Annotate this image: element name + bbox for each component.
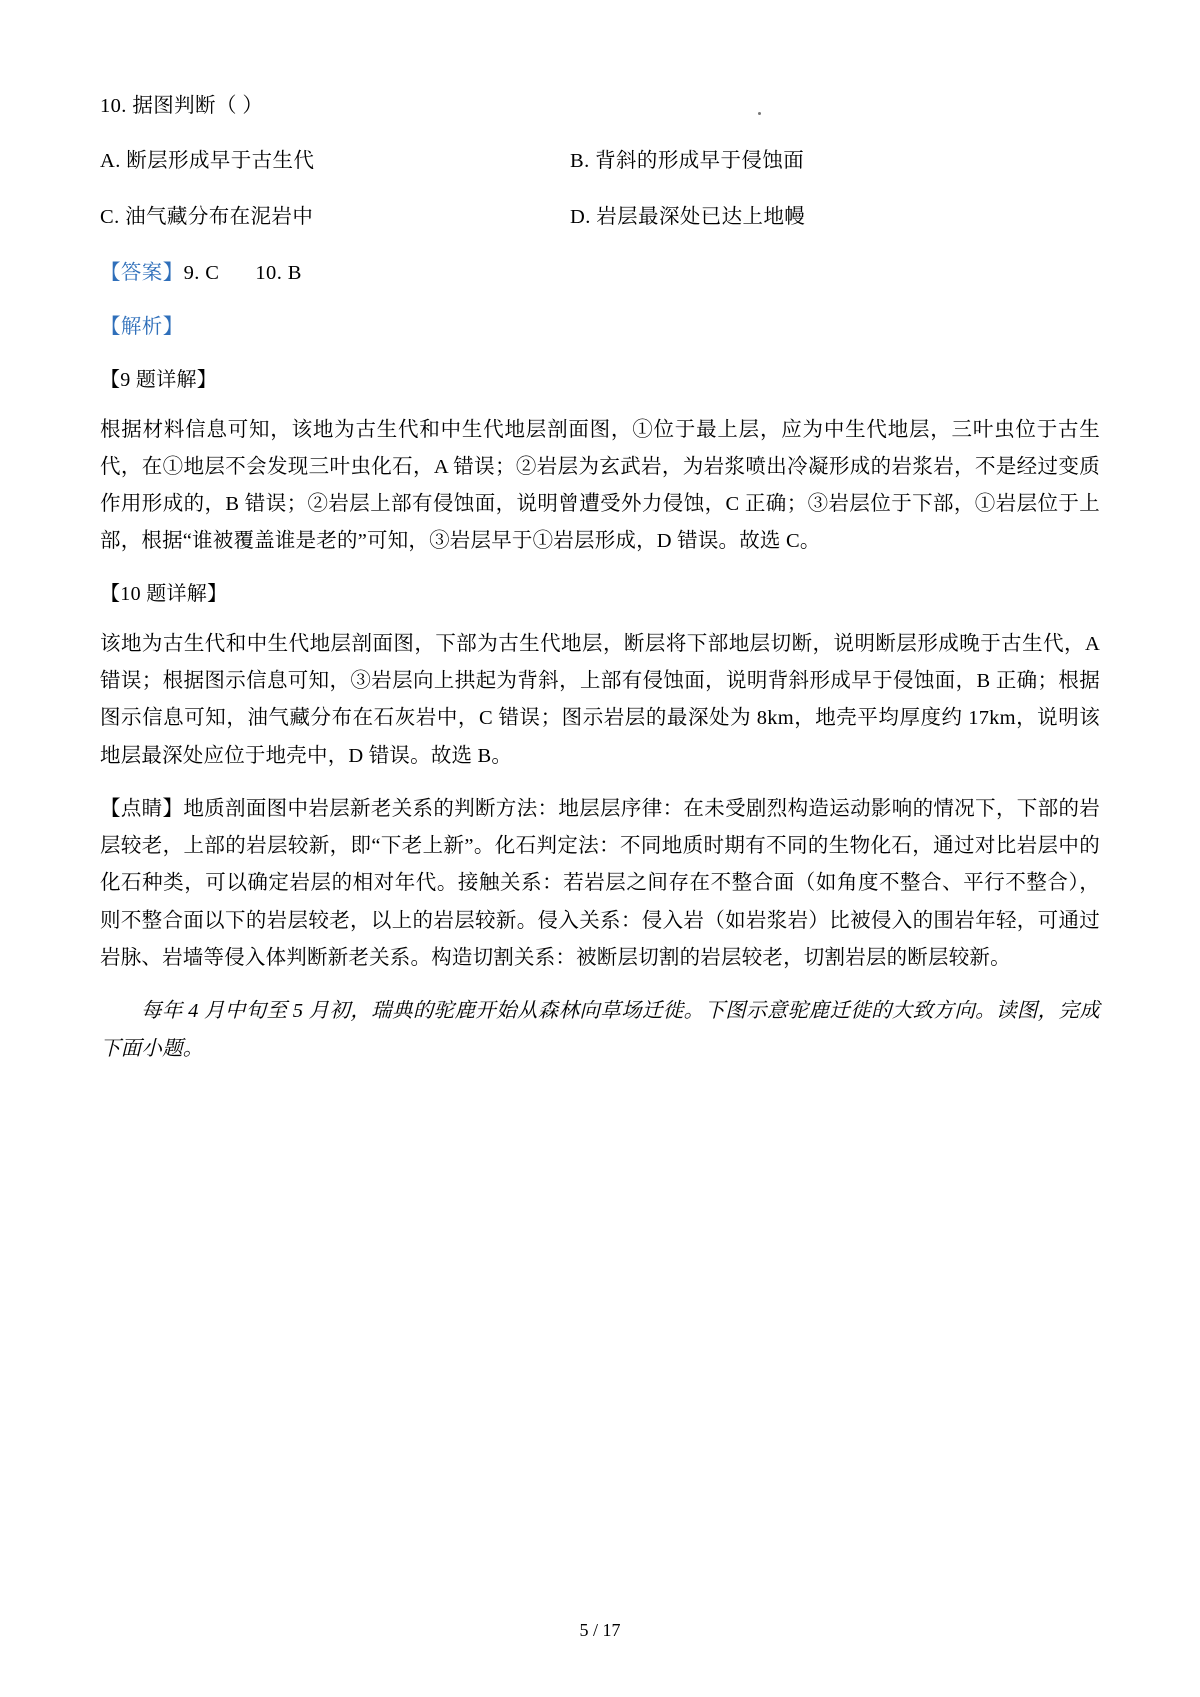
analysis-label: 【解析】 [100, 315, 184, 338]
answer-line [100, 255, 1100, 285]
detail-9-body: 根据材料信息可知，该地为古生代和中生代地层剖面图，①位于最上层，应为中生代地层，三叶虫位于古生代，在①地层不会发现三叶虫化石，A 错误；②岩层为玄武岩，为岩浆喷出冷凝形成的岩浆岩，不是经过变质作用形成的，B 错误；②岩层上部有侵蚀面，说明曾遭受外力侵蚀，C 正确；③岩层位于下部，①岩层位于上部，根据“谁被覆盖谁是老的”可知，③岩层早于①岩层形成，D 错误。故选 C。 [100, 418, 1100, 553]
stray-dot-mark [758, 112, 761, 115]
option-d[interactable]: D. 岩层最深处已达上地幔 [570, 205, 806, 228]
question-10-stem: 10. 据图判断（ ） [100, 95, 264, 117]
tip-body: 【点睛】地质剖面图中岩层新老关系的判断方法：地层层序律：在未受剧烈构造运动影响的情况下，下部的岩层较老，上部的岩层较新，即“下老上新”。化石判定法：不同地质时期有不同的生物化石，通过对比岩层中的化石种类，可以确定岩层的相对年代。接触关系：若岩层之间存在不整合面（如角度不整合、平行不整合），则不整合面以下的岩层较老，以上的岩层较新。侵入关系：侵入岩（如岩浆岩）比被侵入的围岩年轻，可通过岩脉、岩墙等侵入体判断新老关系。构造切割关系：被断层切割的岩层较老，切割岩层的断层较新。 [100, 797, 1100, 970]
option-a[interactable]: A. 断层形成早于古生代 [100, 149, 315, 172]
question-10-options-row-1 [100, 143, 1100, 173]
detail-10-body: 该地为古生代和中生代地层剖面图，下部为古生代地层，断层将下部地层切断，说明断层形成晚于古生代，A 错误；根据图示信息可知，③岩层向上拱起为背斜，上部有侵蚀面，说明背斜形成早于侵蚀面，B 正确；根据图示信息可知，油气藏分布在石灰岩中，C 错误；图示岩层的最深处为 8km，地壳平均厚度约 17km，说明该地层最深处应位于地壳中，D 错误。故选 B。 [100, 632, 1100, 767]
question-10-options-row-2 [100, 199, 1100, 229]
passage-text: 每年 4 月中旬至 5 月初，瑞典的驼鹿开始从森林向草场迁徙。下图示意驼鹿迁徙的大致方向。读图，完成下面小题。 [100, 1000, 1100, 1060]
option-c[interactable]: C. 油气藏分布在泥岩中 [100, 205, 314, 228]
answer-label: 【答案】 [100, 261, 184, 284]
page-number: 5 / 17 [579, 1620, 621, 1640]
option-b[interactable]: B. 背斜的形成早于侵蚀面 [570, 149, 805, 172]
answer-first: 9. C [183, 261, 220, 284]
answer-second: 10. B [255, 261, 302, 284]
detail-10-heading: 【10 题详解】 [100, 582, 228, 605]
detail-9-heading: 【9 题详解】 [100, 368, 218, 391]
